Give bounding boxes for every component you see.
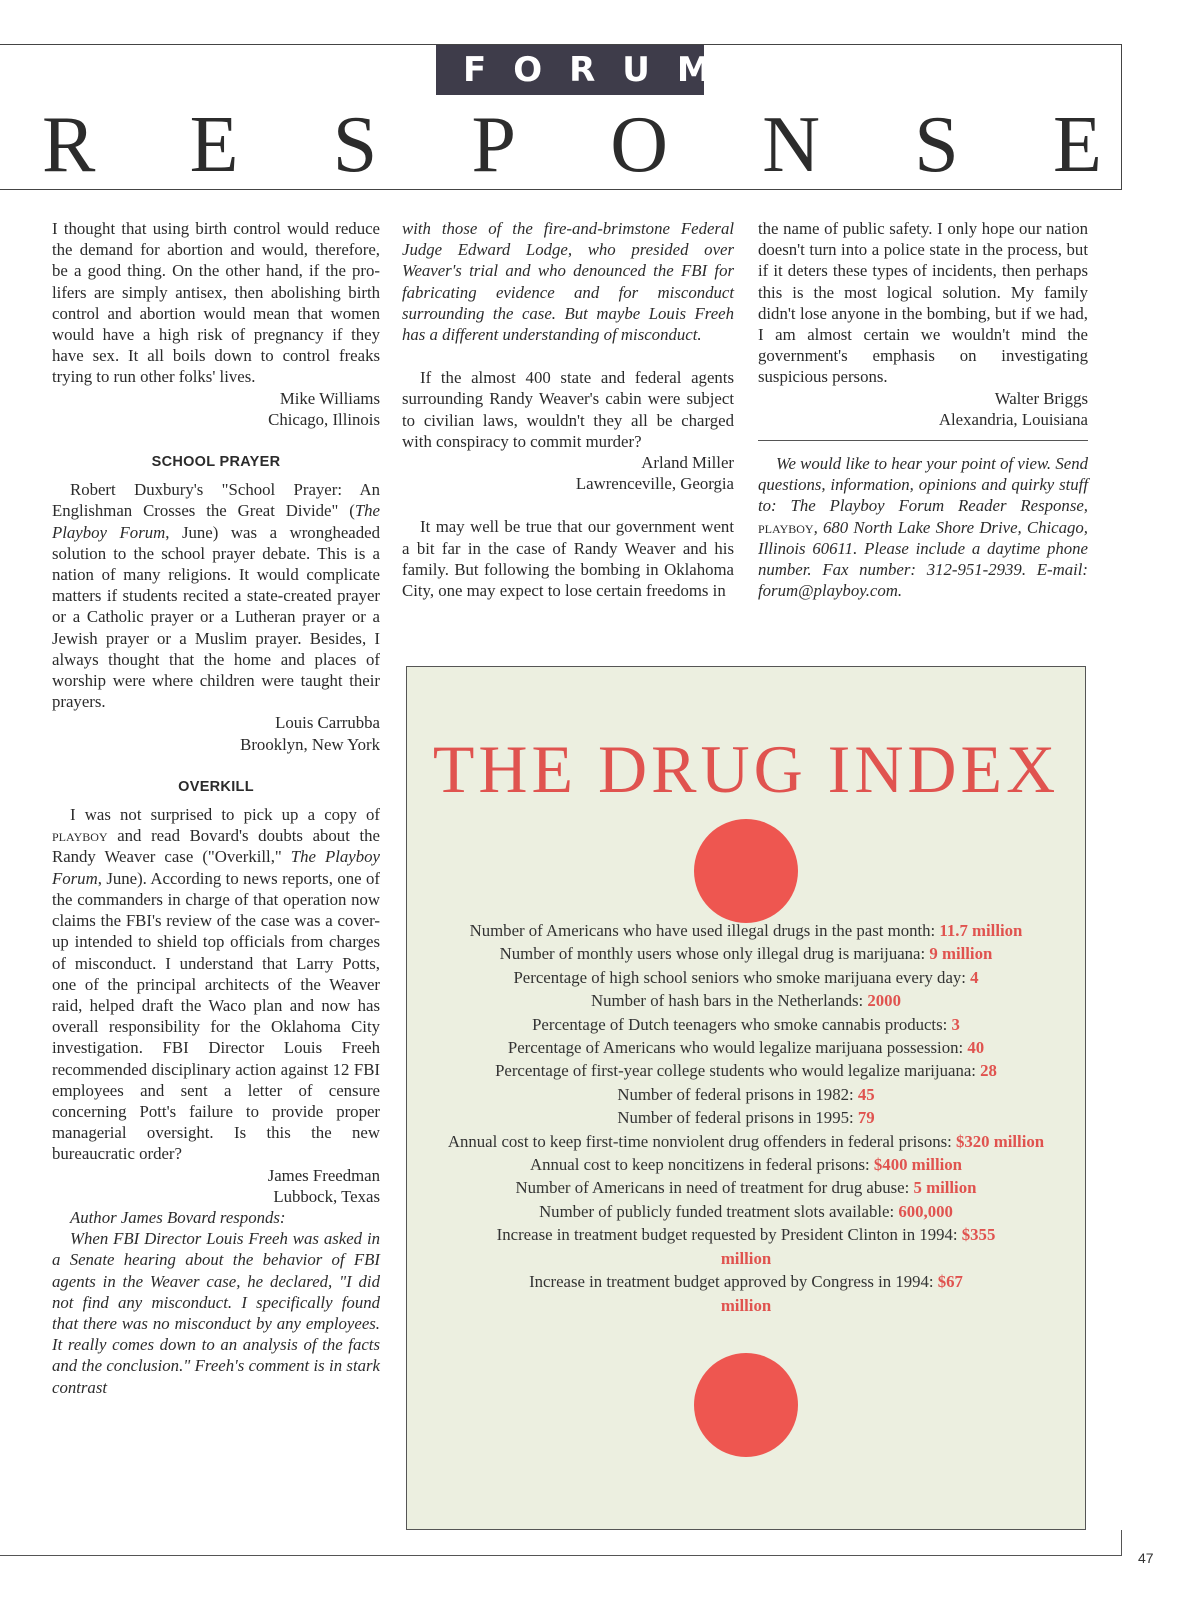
fact-item: Percentage of Dutch teenagers who smoke cannabis products: 3 bbox=[532, 1014, 960, 1034]
letter-location: Lawrenceville, Georgia bbox=[575, 474, 734, 494]
title-letter: E bbox=[1053, 101, 1102, 189]
letter-body: It may well be true that our government went a bit far in the case of Randy Weaver and his family. But following the bombing in Oklahoma City, one may expect to lose certain freedoms in bbox=[402, 517, 734, 601]
fact-item: Annual cost to keep noncitizens in federal prisons: $400 million bbox=[529, 1155, 963, 1175]
drug-index-title: THE DRUG INDEX bbox=[432, 731, 1060, 807]
title-letter: R bbox=[42, 101, 96, 189]
header-rule-right bbox=[1121, 44, 1122, 190]
red-dot-ornament bbox=[694, 1353, 798, 1457]
drug-index-facts bbox=[407, 919, 1085, 1317]
column-2 bbox=[402, 218, 734, 601]
column-1 bbox=[52, 218, 380, 1398]
fact-item: Number of Americans who have used illegal drugs in the past month: 11.7 million bbox=[469, 921, 1023, 940]
fact-item: Number of hash bars in the Netherlands: 2000 bbox=[591, 991, 901, 1011]
letter-author: Arland Miller bbox=[641, 453, 734, 473]
letter-body: Robert Duxbury's "School Prayer: An Englishman Crosses the Great Divide" (The Playboy Forum, June) was a wrongheaded solution to the school prayer debate. This is a nation of many religions. It would complicate matters if students recited a state-created prayer or a Catholic prayer or a Lutheran prayer or a Jewish prayer or a Muslim prayer. Besides, I always thought that the home and places of worship were where children were taught their prayers. bbox=[52, 480, 380, 712]
fact-item: Number of Americans in need of treatment for drug abuse: 5 million bbox=[515, 1178, 977, 1198]
section-heading: SCHOOL PRAYER bbox=[151, 454, 281, 471]
fact-item: Number of publicly funded treatment slots available: 600,000 bbox=[539, 1201, 953, 1221]
title-letter: P bbox=[471, 101, 516, 189]
red-dot-ornament bbox=[694, 819, 798, 923]
letter-author: James Freedman bbox=[267, 1165, 380, 1185]
reader-invitation: We would like to hear your point of view. Send questions, information, opinions and quirky stuff to: The Playboy Forum Reader Response, playboy, 680 North Lake Shore Drive, Chicago, Illinois 60611. Please include a daytime phone number. Fax number: 312-951-2939. E-mail: forum@playboy.com. bbox=[758, 454, 1088, 601]
column-3 bbox=[758, 218, 1088, 601]
footer-rule bbox=[0, 1555, 1122, 1556]
letter-location: Chicago, Illinois bbox=[268, 409, 380, 429]
page-title bbox=[42, 102, 1102, 188]
letter-body: the name of public safety. I only hope our nation doesn't turn into a police state in the process, but if it deters these types of incidents, then perhaps this is the most logical solution. My family didn't lose anyone in the bombing, but if we had, I am almost certain we wouldn't mind the government's emphasis on investigating suspicious persons. bbox=[758, 219, 1088, 387]
fact-item: Number of federal prisons in 1995: 79 bbox=[617, 1108, 875, 1128]
section-label: FORUM bbox=[436, 45, 704, 95]
letter-body: I thought that using birth control would reduce the demand for abortion and would, therefore, be a good thing. On the other hand, if the pro-lifers are simply antisex, then abolishing birth control and abortion would mean that women would have a high risk of pregnancy if they have sex. It all boils down to control freaks trying to run other folks' lives. bbox=[52, 219, 380, 387]
fact-item: Percentage of Americans who would legalize marijuana possession: 40 bbox=[507, 1038, 985, 1058]
fact-item: Increase in treatment budget requested by President Clinton in 1994: $355 million bbox=[496, 1225, 996, 1268]
letter-location: Lubbock, Texas bbox=[273, 1186, 380, 1206]
letter-author: Louis Carrubba bbox=[275, 713, 380, 733]
title-letter: E bbox=[189, 101, 239, 189]
title-letter: S bbox=[332, 101, 378, 189]
fact-item: Percentage of first-year college students who would legalize marijuana: 28 bbox=[495, 1061, 997, 1081]
page-number: 47 bbox=[1138, 1550, 1154, 1566]
header-rule-bottom bbox=[0, 189, 1122, 190]
letter-author: Walter Briggs bbox=[994, 388, 1088, 408]
title-letter: S bbox=[914, 101, 959, 189]
fact-item: Increase in treatment budget approved by Congress in 1994: $67 million bbox=[529, 1272, 963, 1315]
drug-index-box bbox=[406, 666, 1086, 1530]
divider bbox=[758, 440, 1088, 441]
letter-author: Mike Williams bbox=[279, 388, 380, 408]
fact-item: Percentage of high school seniors who smoke marijuana every day: 4 bbox=[513, 967, 979, 987]
response-body: with those of the fire-and-brimstone Federal Judge Edward Lodge, who presided over Weaver's trial and who denounced the FBI for fabricating evidence and for misconduct surrounding the case. But maybe Louis Freeh has a different understanding of misconduct. bbox=[402, 219, 734, 345]
section-heading: OVERKILL bbox=[178, 778, 254, 795]
footer-rule-right bbox=[1121, 1530, 1122, 1556]
title-letter: N bbox=[762, 101, 821, 189]
letter-location: Alexandria, Louisiana bbox=[938, 409, 1088, 429]
fact-item: Number of federal prisons in 1982: 45 bbox=[617, 1084, 875, 1104]
letter-location: Brooklyn, New York bbox=[240, 734, 380, 754]
fact-item: Number of monthly users whose only illegal drug is marijuana: 9 million bbox=[499, 944, 993, 964]
response-intro: Author James Bovard responds: bbox=[70, 1207, 286, 1227]
letter-body: I was not surprised to pick up a copy of playboy and read Bovard's doubts about the Randy Weaver case ("Overkill," The Playboy Forum, June). According to news reports, one of the commanders in charge of that operation now claims the FBI's review of the case was a cover-up intended to shield top officials from charges of misconduct. I understand that Larry Potts, one of the principal architects of the Weaver raid, helped draft the Waco plan and now has overall responsibility for the Oklahoma City investigation. FBI Director Louis Freeh recommended disciplinary action against 12 FBI employees and sent a letter of censure concerning Pott's failure to provide proper managerial oversight. Is this the new bureaucratic order? bbox=[52, 805, 380, 1164]
letter-body: If the almost 400 state and federal agents surrounding Randy Weaver's cabin were subject to civilian laws, wouldn't they all be charged with conspiracy to commit murder? bbox=[402, 368, 734, 451]
fact-item: Annual cost to keep first-time nonviolent drug offenders in federal prisons: $320 million bbox=[447, 1131, 1045, 1151]
response-body: When FBI Director Louis Freeh was asked in a Senate hearing about the behavior of FBI agents in the Weaver case, he declared, "I did not find any misconduct. I specifically found that there was no misconduct by any employees. It really comes down to an analysis of the facts and the conclusion." Freeh's comment is in stark contrast bbox=[52, 1229, 380, 1397]
title-letter: O bbox=[610, 101, 669, 189]
